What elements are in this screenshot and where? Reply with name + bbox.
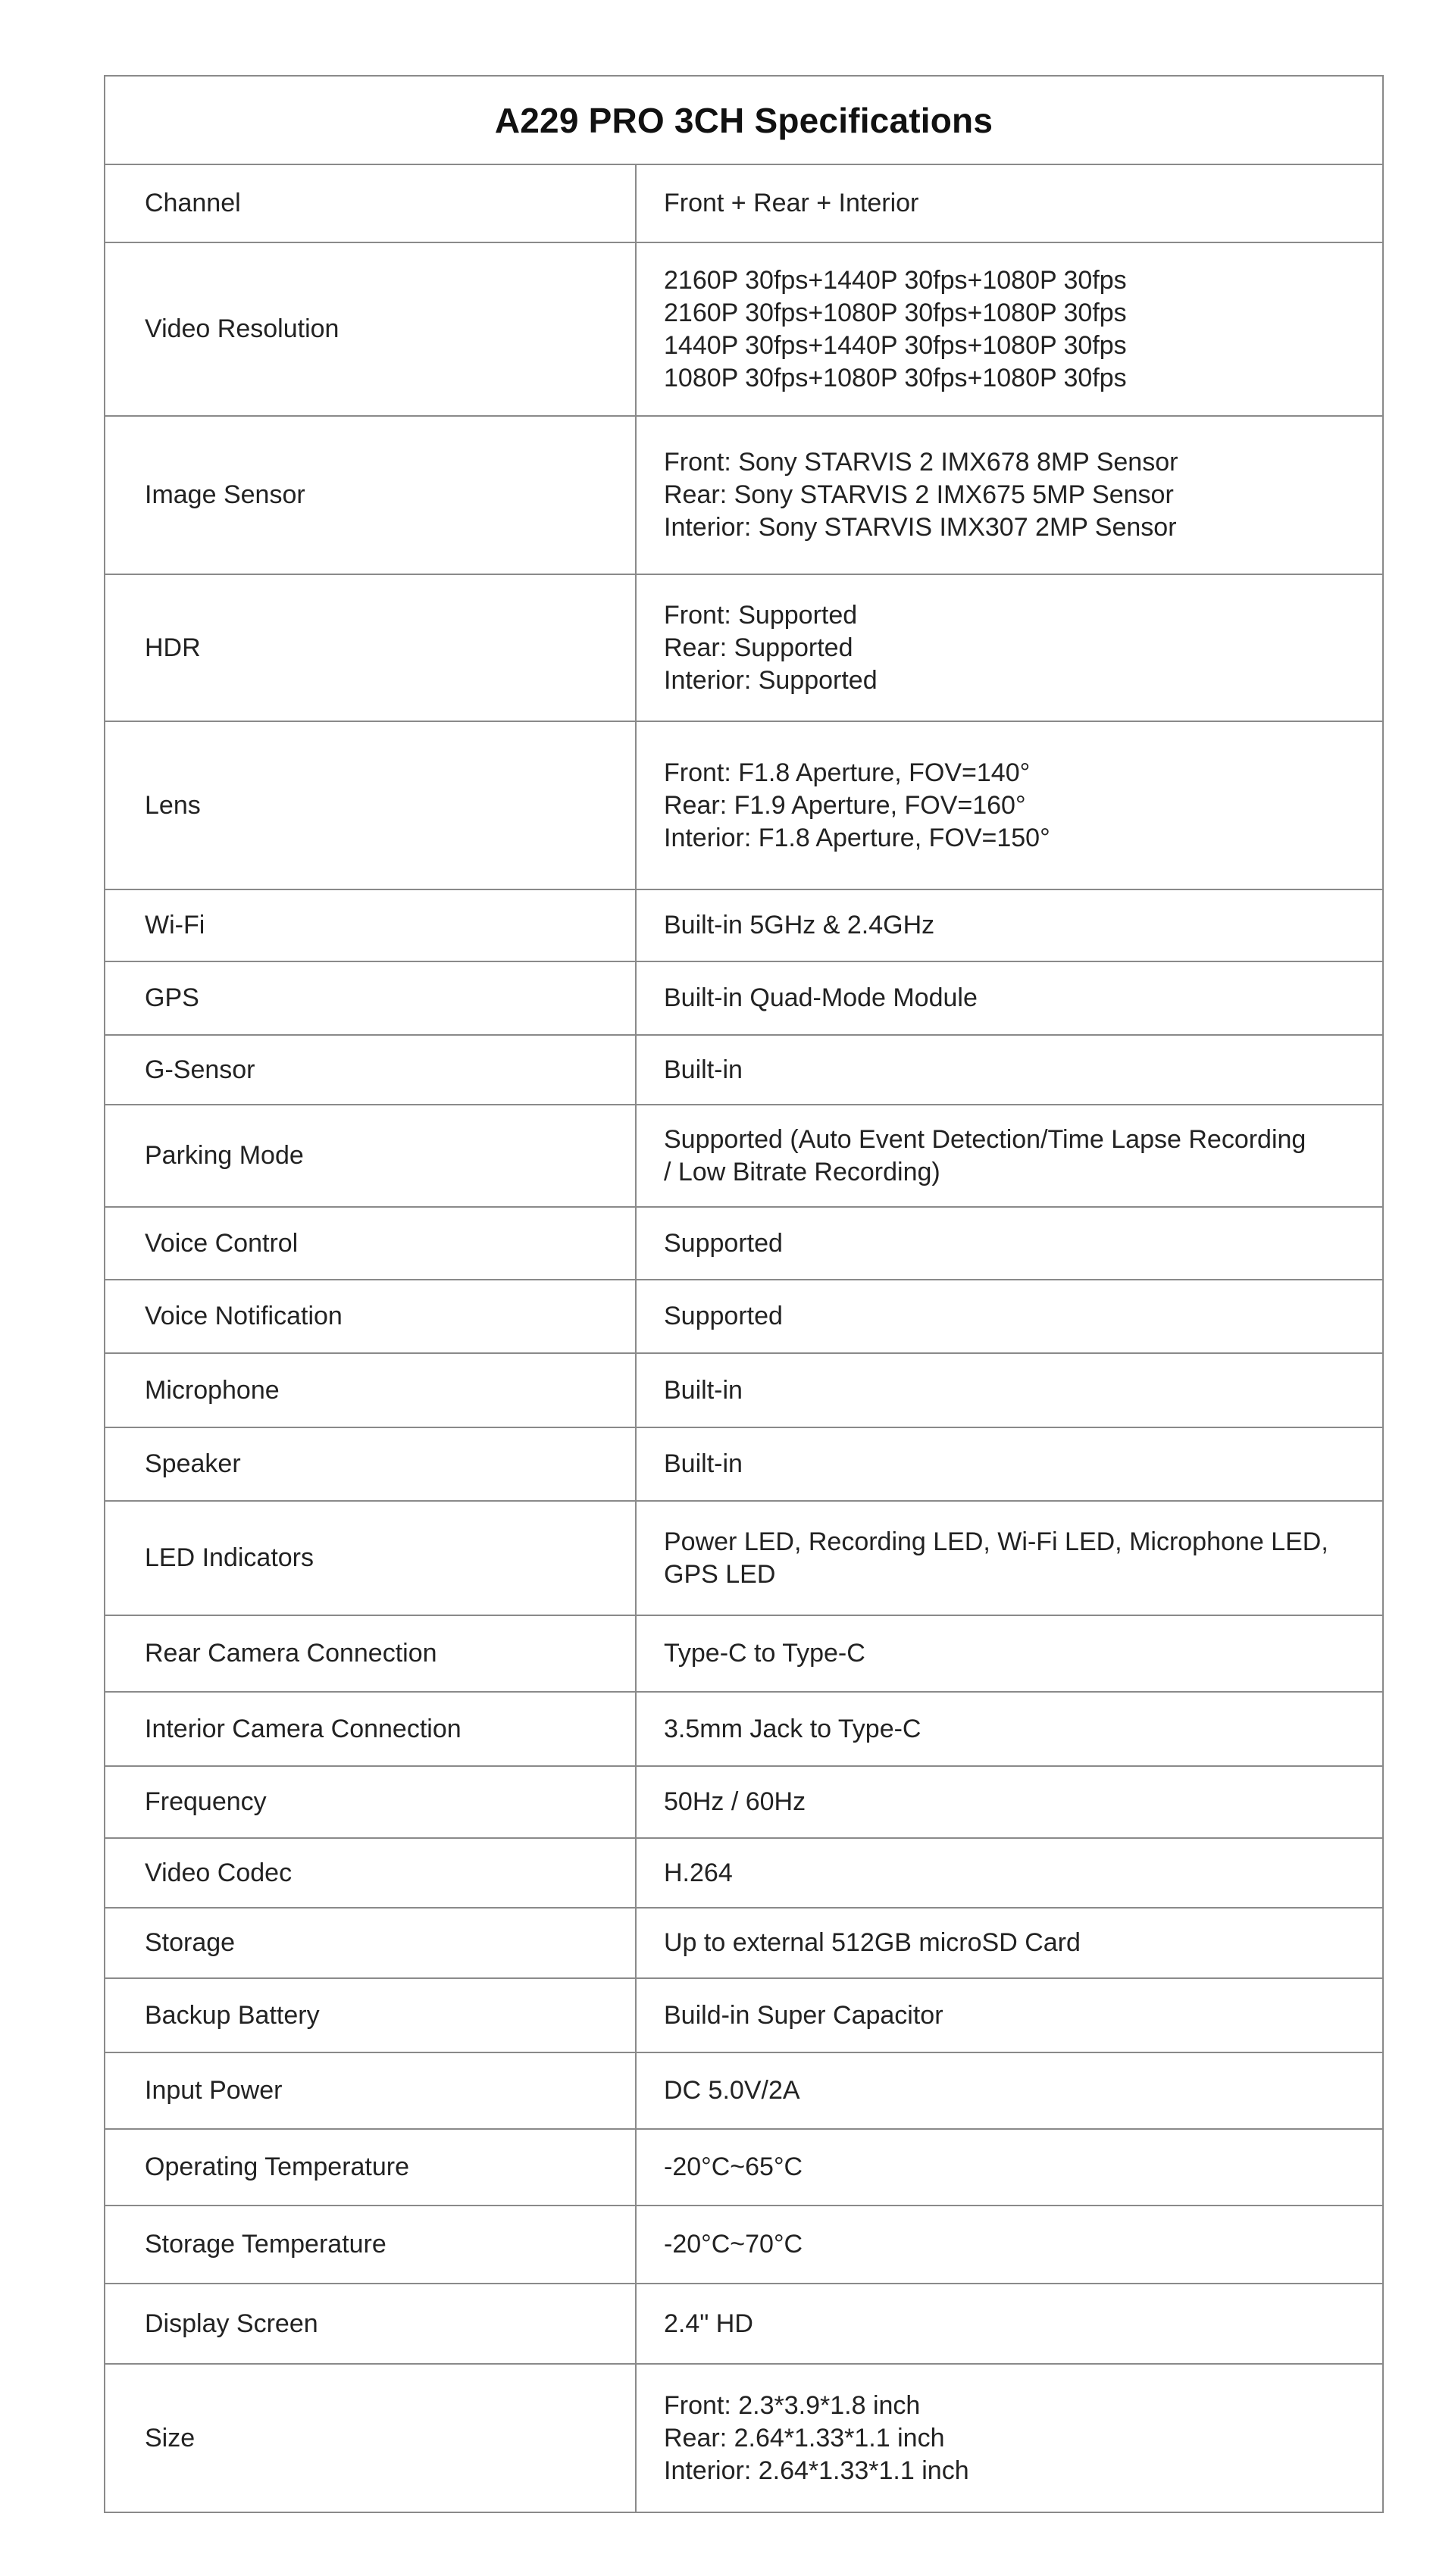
- spec-value-line: 2160P 30fps+1440P 30fps+1080P 30fps: [664, 265, 1127, 295]
- spec-label: G-Sensor: [105, 1036, 637, 1104]
- spec-label: Backup Battery: [105, 1979, 637, 2052]
- spec-value: [637, 2365, 1382, 2512]
- spec-value: [637, 1280, 1382, 1352]
- spec-value-line: Up to external 512GB microSD Card: [664, 1928, 1081, 1957]
- spec-value-line: Front + Rear + Interior: [664, 189, 919, 217]
- table-row: [105, 1909, 1382, 1979]
- spec-value-line: Interior: Sony STARVIS IMX307 2MP Sensor: [664, 513, 1177, 542]
- spec-value: [637, 1105, 1382, 1206]
- table-row: [105, 1036, 1382, 1105]
- spec-value-line: -20°C~70°C: [664, 2230, 803, 2259]
- spec-label: Rear Camera Connection: [105, 1616, 637, 1691]
- spec-label: Channel: [105, 165, 637, 242]
- spec-label: Video Codec: [105, 1839, 637, 1907]
- spec-value: [637, 2284, 1382, 2363]
- spec-value-line: Supported (Auto Event Detection/Time Lapse Recording: [664, 1124, 1306, 1154]
- spec-value: [637, 1839, 1382, 1907]
- spec-value: [637, 165, 1382, 242]
- spec-value-line: Supported: [664, 1302, 783, 1330]
- spec-label: Wi-Fi: [105, 890, 637, 961]
- spec-value-line: Front: 2.3*3.9*1.8 inch: [664, 2390, 921, 2420]
- spec-value: [637, 1979, 1382, 2052]
- table-row: [105, 890, 1382, 962]
- spec-label: Microphone: [105, 1354, 637, 1427]
- table-row: [105, 2130, 1382, 2206]
- table-row: [105, 2206, 1382, 2284]
- spec-value: [637, 722, 1382, 889]
- spec-label: Size: [105, 2365, 637, 2512]
- spec-value-line: Front: Sony STARVIS 2 IMX678 8MP Sensor: [664, 448, 1178, 477]
- spec-label: Storage: [105, 1909, 637, 1977]
- spec-value: [637, 890, 1382, 961]
- spec-value-line: Rear: Sony STARVIS 2 IMX675 5MP Sensor: [664, 480, 1174, 509]
- table-row: [105, 1979, 1382, 2053]
- spec-rows: [105, 165, 1382, 2512]
- spec-label: Voice Control: [105, 1208, 637, 1279]
- spec-value-line: Power LED, Recording LED, Wi-Fi LED, Microphone LED,: [664, 1527, 1328, 1556]
- table-row: [105, 1693, 1382, 1767]
- spec-value: [637, 243, 1382, 415]
- spec-value-line: 50Hz / 60Hz: [664, 1787, 806, 1816]
- spec-value: [637, 2130, 1382, 2205]
- table-row: [105, 1354, 1382, 1428]
- spec-label: Display Screen: [105, 2284, 637, 2363]
- table-row: [105, 2053, 1382, 2130]
- spec-table: [104, 75, 1384, 2513]
- spec-value-line: Built-in: [664, 1449, 743, 1478]
- spec-value-line: Rear: Supported: [664, 633, 853, 662]
- spec-label: GPS: [105, 962, 637, 1034]
- spec-label: HDR: [105, 575, 637, 721]
- table-row: [105, 722, 1382, 890]
- spec-value: [637, 1909, 1382, 1977]
- spec-value-line: / Low Bitrate Recording): [664, 1157, 940, 1186]
- spec-label: Parking Mode: [105, 1105, 637, 1206]
- spec-value: [637, 1208, 1382, 1279]
- spec-label: Storage Temperature: [105, 2206, 637, 2283]
- spec-value: [637, 1036, 1382, 1104]
- spec-value: [637, 2053, 1382, 2128]
- spec-value: [637, 962, 1382, 1034]
- spec-value: [637, 1428, 1382, 1500]
- table-row: [105, 417, 1382, 575]
- table-row: [105, 962, 1382, 1036]
- spec-value-line: Built-in 5GHz & 2.4GHz: [664, 911, 935, 939]
- table-row: [105, 165, 1382, 243]
- spec-value-line: H.264: [664, 1858, 733, 1887]
- spec-label: LED Indicators: [105, 1502, 637, 1615]
- table-row: [105, 1208, 1382, 1280]
- table-row: [105, 1280, 1382, 1354]
- spec-value-line: Built-in Quad-Mode Module: [664, 983, 978, 1012]
- table-row: [105, 1767, 1382, 1839]
- spec-value-line: Interior: 2.64*1.33*1.1 inch: [664, 2456, 969, 2485]
- table-row: [105, 575, 1382, 722]
- spec-value: [637, 1616, 1382, 1691]
- spec-value: [637, 417, 1382, 574]
- spec-value: [637, 2206, 1382, 2283]
- spec-value-line: Front: Supported: [664, 600, 858, 630]
- spec-value-line: -20°C~65°C: [664, 2152, 803, 2181]
- spec-value-line: Built-in: [664, 1055, 743, 1084]
- spec-value-line: 1440P 30fps+1440P 30fps+1080P 30fps: [664, 330, 1127, 360]
- spec-label: Frequency: [105, 1767, 637, 1837]
- spec-value-line: Rear: F1.9 Aperture, FOV=160°: [664, 790, 1026, 820]
- table-row: [105, 1502, 1382, 1616]
- spec-value-line: Interior: F1.8 Aperture, FOV=150°: [664, 823, 1050, 852]
- spec-value-line: Type-C to Type-C: [664, 1639, 865, 1668]
- spec-label: Lens: [105, 722, 637, 889]
- spec-value: [637, 1693, 1382, 1765]
- table-row: [105, 243, 1382, 417]
- spec-value-line: GPS LED: [664, 1559, 776, 1589]
- table-row: [105, 2365, 1382, 2512]
- spec-value-line: DC 5.0V/2A: [664, 2076, 800, 2105]
- spec-value-line: Built-in: [664, 1375, 743, 1405]
- table-row: [105, 1616, 1382, 1693]
- table-row: [105, 1105, 1382, 1208]
- spec-value-line: Rear: 2.64*1.33*1.1 inch: [664, 2423, 945, 2453]
- spec-value-line: 3.5mm Jack to Type-C: [664, 1714, 922, 1743]
- spec-label: Interior Camera Connection: [105, 1693, 637, 1765]
- spec-value-line: Front: F1.8 Aperture, FOV=140°: [664, 758, 1031, 787]
- spec-label: Video Resolution: [105, 243, 637, 415]
- spec-value-line: Supported: [664, 1228, 783, 1258]
- spec-label: Image Sensor: [105, 417, 637, 574]
- spec-value: [637, 1502, 1382, 1615]
- spec-value: [637, 575, 1382, 721]
- table-row: [105, 2284, 1382, 2365]
- page-title: A229 PRO 3CH Specifications: [105, 77, 1382, 165]
- spec-value: [637, 1767, 1382, 1837]
- spec-value-line: 2160P 30fps+1080P 30fps+1080P 30fps: [664, 298, 1127, 327]
- table-row: [105, 1428, 1382, 1502]
- spec-label: Speaker: [105, 1428, 637, 1500]
- spec-label: Input Power: [105, 2053, 637, 2128]
- spec-value-line: Build-in Super Capacitor: [664, 2000, 943, 2030]
- spec-value: [637, 1354, 1382, 1427]
- spec-label: Voice Notification: [105, 1280, 637, 1352]
- spec-value-line: Interior: Supported: [664, 665, 878, 695]
- spec-label: Operating Temperature: [105, 2130, 637, 2205]
- spec-value-line: 2.4" HD: [664, 2309, 753, 2338]
- spec-value-line: 1080P 30fps+1080P 30fps+1080P 30fps: [664, 363, 1127, 392]
- table-row: [105, 1839, 1382, 1909]
